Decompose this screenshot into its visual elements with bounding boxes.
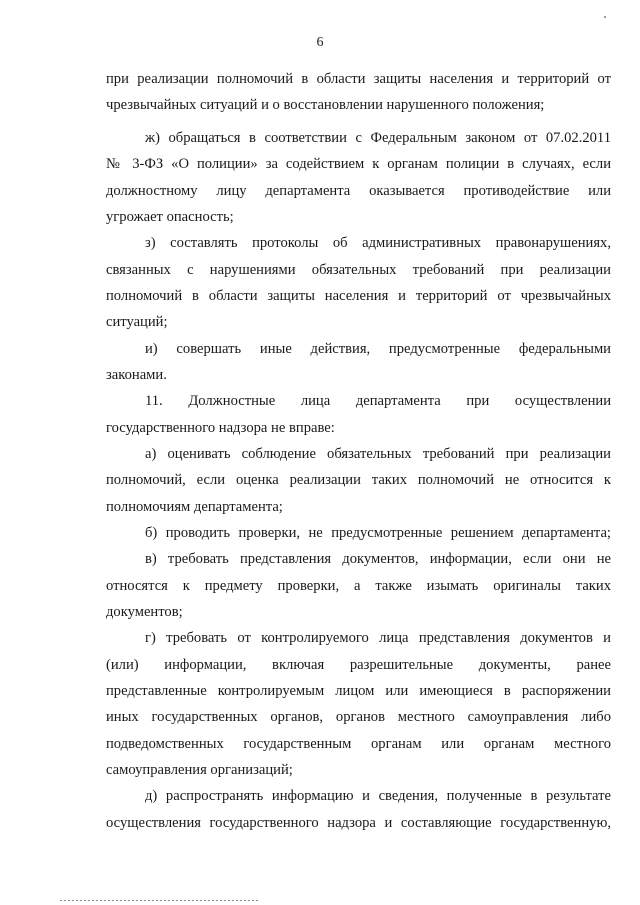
text-line: чрезвычайных ситуаций и о восстановлении нарушенного положения; (106, 97, 545, 113)
text-line: представленные контролируемым лицом или имеющиеся в распоряжении (106, 683, 611, 699)
text-line: ж) обращаться в соответствии с Федеральным законом от 07.02.2011 (145, 130, 611, 146)
text-line: полномочий в области защиты населения и территорий от чрезвычайных (106, 288, 611, 304)
text-line: угрожает опасность; (106, 209, 234, 225)
text-line: государственного надзора не вправе: (106, 420, 335, 436)
text-line: и) совершать иные действия, предусмотренные федеральными (145, 341, 611, 357)
text-line: г) требовать от контролируемого лица представления документов и (145, 630, 611, 646)
text-line: при реализации полномочий в области защиты населения и территорий от (106, 71, 611, 87)
text-line: связанных с нарушениями обязательных требований при реализации (106, 262, 611, 278)
text-line: б) проводить проверки, не предусмотренные решением департамента; (145, 525, 611, 541)
text-line: а) оценивать соблюдение обязательных требований при реализации (145, 446, 611, 462)
scan-bottom-edge (60, 900, 260, 901)
text-line: должностному лицу департамента оказывается противодействие или (106, 183, 611, 199)
text-line: полномочий, если оценка реализации таких полномочий не относится к (106, 472, 611, 488)
text-line: законами. (106, 367, 167, 383)
text-line: 11. Должностные лица департамента при осуществлении (145, 393, 611, 409)
text-line: документов; (106, 604, 183, 620)
text-line: в) требовать представления документов, информации, если они не (145, 551, 611, 567)
text-line: д) распространять информацию и сведения, полученные в результате (145, 788, 611, 804)
page-number: 6 (316, 35, 324, 50)
text-line: иных государственных органов, органов местного самоуправления либо (106, 709, 611, 725)
text-line: относятся к предмету проверки, а также изымать оригиналы таких (106, 578, 611, 594)
text-line: (или) информации, включая разрешительные документы, ранее (106, 657, 611, 673)
text-line: осуществления государственного надзора и составляющие государственную, (106, 815, 611, 831)
text-line: № 3-ФЗ «О полиции» за содействием к органам полиции в случаях, если (106, 156, 611, 172)
text-line: подведомственных государственным органам или органам местного (106, 736, 611, 752)
text-line: полномочиям департамента; (106, 499, 283, 515)
scan-speck (604, 16, 606, 18)
text-line: з) составлять протоколы об административных правонарушениях, (145, 235, 611, 251)
text-line: ситуаций; (106, 314, 168, 330)
text-line: самоуправления организаций; (106, 762, 293, 778)
